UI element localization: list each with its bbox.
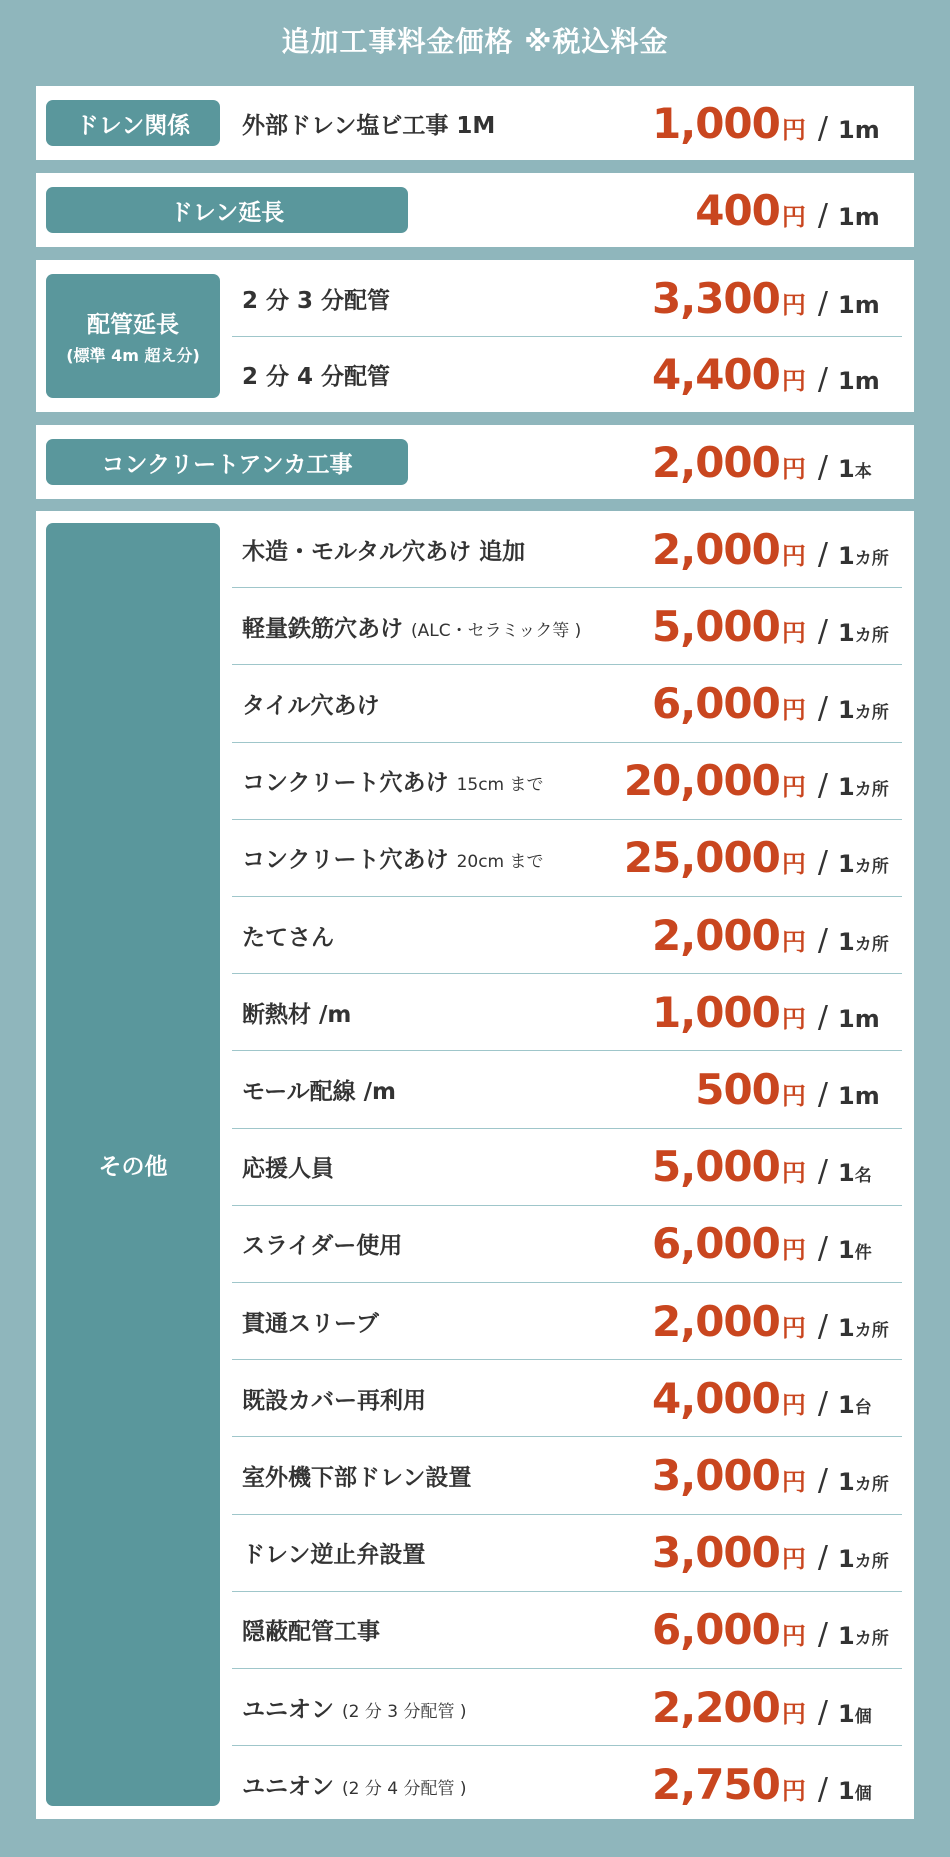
item-name-note: 20cm まで [456, 852, 544, 873]
price: 2,200 円 / 1個 [652, 1683, 902, 1732]
price-row [232, 743, 902, 820]
item-name [242, 1150, 334, 1183]
item-name-text: 隠蔽配管工事 [242, 1619, 380, 1646]
section-concrete-anchor [36, 425, 914, 499]
section-drain [36, 86, 914, 160]
item-name [242, 533, 525, 566]
unit: 1カ所 [838, 1467, 889, 1496]
price-value: 3,000 [652, 1450, 780, 1500]
item-name-text: タイル穴あけ [242, 692, 380, 719]
item-name [242, 1691, 467, 1724]
item-name: 2 分 4 分配管 [242, 364, 391, 390]
unit: 1カ所 [838, 1313, 889, 1342]
price: 5,000 円 / 1名 [652, 1142, 902, 1191]
item-name [242, 1768, 467, 1801]
item-name [242, 687, 380, 720]
price-row [232, 1051, 902, 1128]
unit: 1カ所 [838, 1622, 889, 1651]
price: 5,000 円 / 1カ所 [652, 602, 902, 651]
price-row [232, 665, 902, 742]
item-name [242, 1459, 471, 1492]
currency: 円 [781, 773, 806, 802]
currency: 円 [781, 695, 806, 724]
item-name [242, 1536, 425, 1569]
price-value: 2,000 [652, 437, 780, 487]
currency: 円 [781, 454, 806, 483]
price-row [232, 1592, 902, 1669]
category-badge [46, 274, 220, 398]
category-label: ドレン関係 [75, 112, 191, 139]
price: 1,000 円 / 1m [652, 988, 902, 1037]
price: 2,000 円 / 1本 [652, 438, 902, 487]
price-row [232, 897, 902, 974]
price-row [232, 1283, 902, 1360]
price-row [232, 1669, 902, 1746]
item-name-note: (ALC・セラミック等 ) [411, 620, 582, 641]
price-row [232, 86, 902, 160]
item-name [242, 764, 544, 797]
price-value: 2,750 [652, 1759, 780, 1809]
item-name [242, 996, 351, 1029]
item-name [242, 1227, 402, 1260]
item-name [242, 1382, 426, 1415]
unit: 1m [838, 290, 880, 319]
price: 500 円 / 1m [695, 1065, 902, 1114]
item-name-note: (2 分 3 分配管 ) [342, 1701, 467, 1722]
price-row [232, 260, 902, 337]
price-row [232, 588, 902, 665]
item-name-text: 既設カバー再利用 [242, 1387, 426, 1414]
item-name-text: コンクリート穴あけ [242, 770, 449, 797]
currency: 円 [781, 1699, 806, 1728]
price: 4,000 円 / 1台 [652, 1374, 902, 1423]
section-other [36, 511, 914, 1819]
price: 25,000 円 / 1カ所 [624, 833, 902, 882]
item-name [242, 841, 544, 874]
item-name-text: モール配線 /m [242, 1078, 396, 1105]
price: 4,400 円 / 1m [652, 350, 902, 399]
price-row [232, 337, 902, 412]
unit: 1m [838, 202, 880, 231]
price-value: 2,200 [652, 1682, 780, 1732]
price: 2,000 円 / 1カ所 [652, 1297, 902, 1346]
currency: 円 [781, 1390, 806, 1419]
price-row [232, 173, 902, 247]
currency: 円 [781, 1545, 806, 1574]
item-name: 外部ドレン塩ビ工事 1M [242, 112, 496, 139]
currency: 円 [781, 1776, 806, 1805]
price-row [232, 974, 902, 1051]
price-value: 3,300 [652, 273, 780, 323]
item-name-text: ユニオン [242, 1773, 334, 1800]
price: 6,000 円 / 1件 [652, 1219, 902, 1268]
item-name [242, 919, 334, 952]
currency: 円 [781, 1622, 806, 1651]
unit: 1本 [838, 454, 872, 483]
unit: 1カ所 [838, 541, 889, 570]
price-value: 2,000 [652, 1296, 780, 1346]
section-pipe-extension [36, 260, 914, 412]
unit: 1カ所 [838, 1545, 889, 1574]
price-row [232, 1746, 902, 1822]
unit: 1m [838, 367, 880, 395]
price-row [232, 1515, 902, 1592]
item-name-text: ドレン逆止弁設置 [242, 1542, 426, 1569]
unit: 1個 [838, 1699, 872, 1728]
unit: 1カ所 [838, 927, 889, 956]
unit: 1カ所 [838, 695, 889, 724]
price: 20,000 円 / 1カ所 [624, 756, 902, 805]
currency: 円 [781, 115, 806, 144]
item-name-text: 室外機下部ドレン設置 [242, 1464, 472, 1491]
item-name-text: たてさん [242, 924, 334, 951]
price-value: 400 [695, 185, 780, 235]
category-badge [46, 523, 220, 1806]
item-name [242, 610, 581, 643]
currency: 円 [781, 927, 806, 956]
page-title: 追加工事料金価格 ※税込料金 [281, 25, 669, 58]
item-name-text: コンクリート穴あけ [242, 847, 449, 874]
price-value: 2,000 [652, 910, 780, 960]
currency: 円 [781, 1313, 806, 1342]
price-value: 1,000 [652, 987, 780, 1037]
price-value: 20,000 [623, 756, 780, 806]
price-row [232, 1360, 902, 1437]
unit: 1カ所 [838, 618, 889, 647]
currency: 円 [781, 1081, 806, 1110]
category-label: その他 [98, 1154, 168, 1180]
unit: 1名 [838, 1159, 872, 1188]
price: 1,000 円 / 1m [652, 99, 902, 148]
price: 6,000 円 / 1カ所 [652, 679, 902, 728]
unit: 1台 [838, 1390, 872, 1419]
unit: 1m [838, 1004, 880, 1033]
category-note: (標準 4m 超え分) [66, 346, 200, 365]
price-value: 5,000 [652, 601, 780, 651]
currency: 円 [781, 618, 806, 647]
item-name-text: ユニオン [242, 1696, 334, 1723]
unit: 1カ所 [838, 773, 889, 802]
unit: 1m [838, 115, 880, 144]
item-name-text: 貫通スリーブ [242, 1310, 379, 1337]
unit: 1カ所 [838, 850, 889, 879]
price-row [232, 1129, 902, 1206]
price-value: 25,000 [623, 833, 780, 883]
category-label: 配管延長 [87, 312, 179, 338]
price-row [232, 820, 902, 897]
currency: 円 [781, 541, 806, 570]
price-value: 500 [695, 1064, 780, 1114]
price: 2,000 円 / 1カ所 [652, 911, 902, 960]
price-value: 5,000 [652, 1142, 780, 1192]
price-value: 6,000 [652, 1219, 780, 1269]
item-name-text: 応援人員 [242, 1156, 334, 1183]
item-name-text: 木造・モルタル穴あけ 追加 [242, 538, 526, 565]
item-name-note: (2 分 4 分配管 ) [342, 1778, 467, 1799]
price-value: 6,000 [652, 1605, 780, 1655]
price-value: 1,000 [652, 98, 780, 148]
price: 3,300 円 / 1m [652, 274, 902, 323]
currency: 円 [781, 1004, 806, 1033]
unit: 1個 [838, 1776, 872, 1805]
price-value: 4,000 [652, 1373, 780, 1423]
currency: 円 [781, 202, 806, 231]
price-value: 3,000 [652, 1528, 780, 1578]
item-name-note: 15cm まで [456, 775, 544, 796]
item-name [242, 1305, 379, 1338]
currency: 円 [781, 1467, 806, 1496]
item-name [242, 1613, 380, 1646]
price-row [232, 1437, 902, 1514]
currency: 円 [781, 850, 806, 879]
section-drain-extension [36, 173, 914, 247]
price-row [232, 425, 902, 499]
currency: 円 [781, 290, 806, 319]
price: 400 円 / 1m [695, 186, 902, 235]
category-badge [46, 100, 220, 146]
item-name: 2 分 3 分配管 [242, 287, 391, 314]
unit: 1件 [838, 1236, 872, 1265]
currency: 円 [781, 1236, 806, 1265]
category-label: コンクリートアンカ工事 [101, 451, 353, 478]
currency: 円 [781, 1159, 806, 1188]
price: 3,000 円 / 1カ所 [652, 1451, 902, 1500]
price-row [232, 511, 902, 588]
item-name-text: 断熱材 /m [242, 1001, 352, 1028]
item-name-text: 軽量鉄筋穴あけ [242, 615, 403, 642]
price-row [232, 1206, 902, 1283]
price-value: 2,000 [652, 524, 780, 574]
price: 2,750 円 / 1個 [652, 1760, 902, 1809]
category-label: ドレン延長 [169, 199, 285, 226]
price: 2,000 円 / 1カ所 [652, 525, 902, 574]
item-name [242, 1073, 396, 1106]
unit: 1m [838, 1081, 880, 1110]
currency: 円 [781, 367, 806, 395]
price: 3,000 円 / 1カ所 [652, 1528, 902, 1577]
price: 6,000 円 / 1カ所 [652, 1605, 902, 1654]
price-value: 6,000 [652, 678, 780, 728]
item-name-text: スライダー使用 [242, 1233, 403, 1260]
price-value: 4,400 [652, 350, 780, 399]
